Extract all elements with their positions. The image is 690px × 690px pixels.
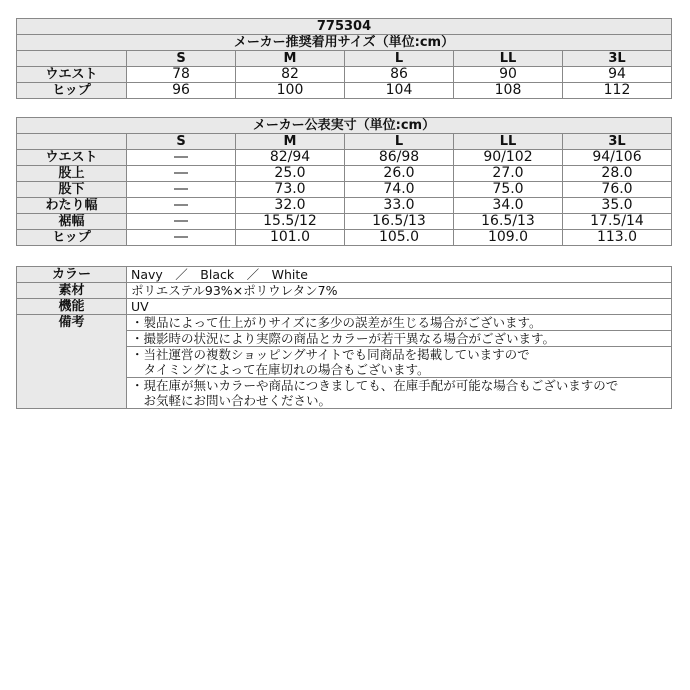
table-cell: 100 [236,83,345,99]
table-cell: 16.5/13 [454,214,563,230]
table-row [17,198,672,214]
function-label: 機能 [17,299,127,315]
table-cell: 15.5/12 [236,214,345,230]
product-code: 775304 [17,19,672,35]
table-cell: 94/106 [563,150,672,166]
table-row [17,182,672,198]
actual-measurement-table [16,117,672,246]
size-header: 3L [563,51,672,67]
table-cell: 76.0 [563,182,672,198]
size-header: L [345,134,454,150]
color-label: カラー [17,267,127,283]
table-cell: 96 [127,83,236,99]
table-cell: 86/98 [345,150,454,166]
size-header: 3L [563,134,672,150]
header-blank-cell [17,51,127,67]
table-cell: 101.0 [236,230,345,246]
table-cell: ― [127,166,236,182]
row-label: ウエスト [17,150,127,166]
info-row-material [17,283,672,299]
table-cell: 90 [454,67,563,83]
info-row-notes [17,315,672,331]
table-row [17,214,672,230]
note-line: タイミングによって在庫切れの場合もございます。 [131,362,430,377]
function-value: UV [127,299,672,315]
table-cell: 82/94 [236,150,345,166]
table-row [17,150,672,166]
note-line: お気軽にお問い合わせください。 [131,393,332,408]
size-header: M [236,134,345,150]
table-cell: 74.0 [345,182,454,198]
table-cell: 25.0 [236,166,345,182]
table-cell: 86 [345,67,454,83]
table-cell: ― [127,198,236,214]
size-header: S [127,134,236,150]
table-cell: 105.0 [345,230,454,246]
table-cell: ― [127,182,236,198]
row-label: ヒップ [17,230,127,246]
table-cell: 78 [127,67,236,83]
row-label: 裾幅 [17,214,127,230]
table-cell: 112 [563,83,672,99]
table-row [17,230,672,246]
table-cell: 108 [454,83,563,99]
notes-label: 備考 [17,315,127,409]
table-cell: 75.0 [454,182,563,198]
size-header: S [127,51,236,67]
table-cell: 32.0 [236,198,345,214]
table-cell: ― [127,214,236,230]
product-info-table [16,266,672,409]
recommended-size-title: メーカー推奨着用サイズ（単位:cm） [17,35,672,51]
table-cell: ― [127,150,236,166]
table-cell: 33.0 [345,198,454,214]
table-row [17,166,672,182]
table-cell: 109.0 [454,230,563,246]
table-cell: 26.0 [345,166,454,182]
table-cell: 90/102 [454,150,563,166]
note-item [127,347,672,378]
actual-measurement-title: メーカー公表実寸（単位:cm） [17,118,672,134]
row-label: わたり幅 [17,198,127,214]
table-cell: 16.5/13 [345,214,454,230]
note-item [127,315,672,331]
note-item [127,331,672,347]
material-value: ポリエステル93%×ポリウレタン7% [127,283,672,299]
size-header: L [345,51,454,67]
size-header: LL [454,134,563,150]
note-line: ・製品によって仕上がりサイズに多少の誤差が生じる場合がございます。 [131,315,542,330]
table-cell: 94 [563,67,672,83]
recommended-size-table [16,18,672,99]
info-row-color [17,267,672,283]
table-row [17,83,672,99]
note-line: ・現在庫が無いカラーや商品につきましても、在庫手配が可能な場合もございますので [131,378,619,393]
table-cell: 113.0 [563,230,672,246]
table-row [17,67,672,83]
size-header: LL [454,51,563,67]
row-label: 股上 [17,166,127,182]
row-label: ウエスト [17,67,127,83]
table-cell: 34.0 [454,198,563,214]
info-row-function [17,299,672,315]
note-line: ・当社運営の複数ショッピングサイトでも同商品を掲載していますので [131,347,530,362]
table-cell: 35.0 [563,198,672,214]
table-cell: ― [127,230,236,246]
material-label: 素材 [17,283,127,299]
table-cell: 28.0 [563,166,672,182]
header-blank-cell [17,134,127,150]
color-value: Navy ／ Black ／ White [127,267,672,283]
note-line: ・撮影時の状況により実際の商品とカラーが若干異なる場合がございます。 [131,331,556,346]
table-cell: 17.5/14 [563,214,672,230]
table-cell: 104 [345,83,454,99]
table-cell: 73.0 [236,182,345,198]
size-header: M [236,51,345,67]
note-item [127,378,672,409]
row-label: 股下 [17,182,127,198]
row-label: ヒップ [17,83,127,99]
table-cell: 27.0 [454,166,563,182]
table-cell: 82 [236,67,345,83]
